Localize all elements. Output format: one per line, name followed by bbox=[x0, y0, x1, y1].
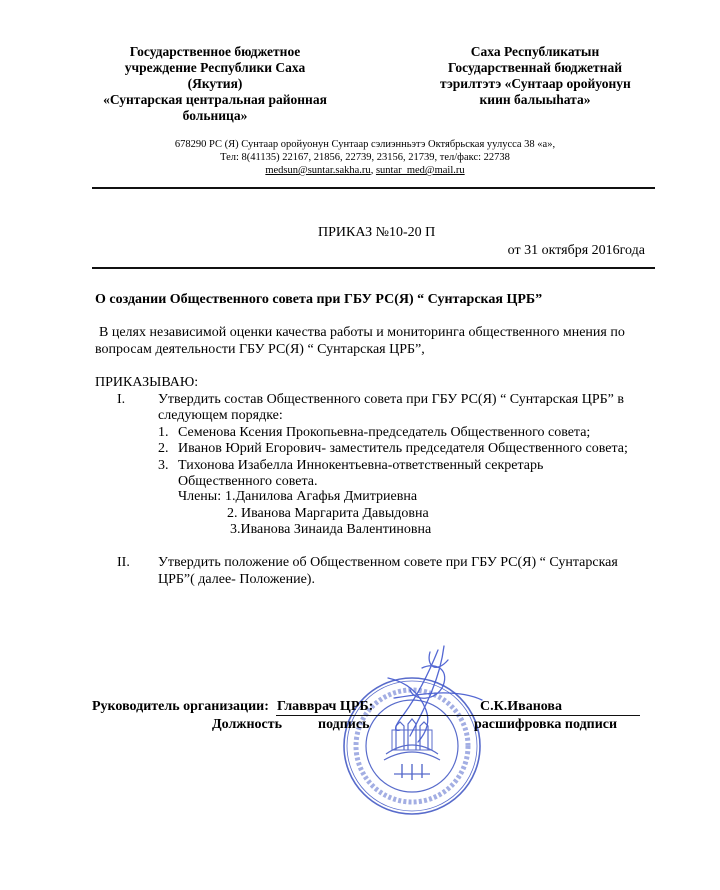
stamp-and-signature bbox=[330, 640, 500, 830]
email-line bbox=[140, 164, 590, 177]
postal-address: 678290 РС (Я) Сунтаар оройуонун Сунтаар сэлиэнньэтэ Октябрьская уулусса 38 «а», bbox=[174, 139, 556, 150]
role-number: 1. bbox=[158, 425, 169, 440]
preamble-line: В целях независимой оценки качества работы и мониторинга общественного мнения по bbox=[99, 325, 625, 340]
role-number: 3. bbox=[158, 458, 169, 473]
member-item: 2. Иванова Маргарита Давыдовна bbox=[227, 506, 429, 521]
letterhead-right-line: Саха Республикатын bbox=[470, 44, 600, 59]
point-text: Утвердить положение об Общественном совете при ГБУ РС(Я) “ Сунтарская bbox=[158, 555, 618, 570]
role-text: Общественного совета. bbox=[178, 474, 318, 489]
role-text: Иванов Юрий Егорович- заместитель председателя Общественного совета; bbox=[178, 441, 628, 456]
point-text: ЦРБ”( далее- Положение). bbox=[158, 572, 315, 587]
order-subject: О создании Общественного совета при ГБУ РС(Я) “ Сунтарская ЦРБ” bbox=[95, 292, 543, 307]
signatory-role-label: Руководитель организации: bbox=[92, 699, 269, 714]
letterhead-left-line: (Якутия) bbox=[187, 76, 243, 91]
address-block bbox=[140, 138, 590, 177]
letterhead-right bbox=[440, 44, 630, 108]
point-text: следующем порядке: bbox=[158, 408, 283, 423]
email-separator: , bbox=[370, 165, 376, 176]
point-numeral: II. bbox=[117, 555, 130, 570]
order-date: от 31 октября 2016года bbox=[507, 243, 645, 258]
letterhead-left bbox=[95, 44, 335, 124]
caption-signature: подпись bbox=[318, 717, 370, 732]
role-text: Семенова Ксения Прокопьевна-председатель Общественного совета; bbox=[178, 425, 591, 440]
point-text: Утвердить состав Общественного совета при ГБУ РС(Я) “ Сунтарская ЦРБ” в bbox=[158, 392, 624, 407]
order-command: ПРИКАЗЫВАЮ: bbox=[95, 375, 199, 390]
letterhead-left-line: Государственное бюджетное bbox=[129, 44, 301, 59]
letterhead-divider bbox=[92, 187, 655, 189]
stamp-emblem bbox=[384, 719, 440, 780]
stamp-outer-ring bbox=[344, 678, 480, 814]
order-title: ПРИКАЗ №10-20 П bbox=[318, 225, 436, 240]
point-numeral: I. bbox=[117, 392, 126, 407]
member-item: 1.Данилова Агафья Дмитриевна bbox=[225, 489, 418, 504]
letterhead-right-line: киин балыыһата» bbox=[479, 92, 591, 107]
letterhead-left-line: «Сунтарская центральная районная bbox=[103, 92, 327, 107]
caption-position: Должность bbox=[212, 717, 283, 732]
member-item: 3.Иванова Зинаида Валентиновна bbox=[230, 522, 432, 537]
role-number: 2. bbox=[158, 441, 169, 456]
signatory-position: Главврач ЦРБ: bbox=[277, 699, 374, 714]
title-divider bbox=[92, 267, 655, 269]
letterhead-left-line: учреждение Республики Саха bbox=[124, 60, 306, 75]
caption-name: расшифровка подписи bbox=[474, 717, 618, 732]
role-text: Тихонова Изабелла Иннокентьевна-ответственный секретарь bbox=[178, 458, 544, 473]
stamp-lettering-ring bbox=[356, 690, 468, 802]
email-secondary: suntar_med@mail.ru bbox=[375, 165, 465, 176]
phone-numbers: Тел: 8(41135) 22167, 21856, 22739, 23156, 21739, тел/факс: 22738 bbox=[220, 152, 510, 163]
members-label: Члены: bbox=[178, 489, 222, 504]
letterhead-right-line: тэрилтэтэ «Сунтаар оройуонун bbox=[440, 76, 631, 91]
letterhead-right-line: Государственнай бюджетнай bbox=[448, 60, 622, 75]
email-primary: medsun@suntar.sakha.ru bbox=[265, 165, 371, 176]
letterhead-left-line: больница» bbox=[182, 108, 248, 123]
round-stamp bbox=[344, 678, 480, 814]
signatory-name: С.К.Иванова bbox=[480, 699, 562, 714]
preamble-line: вопросам деятельности ГБУ РС(Я) “ Сунтарская ЦРБ”, bbox=[95, 342, 425, 357]
